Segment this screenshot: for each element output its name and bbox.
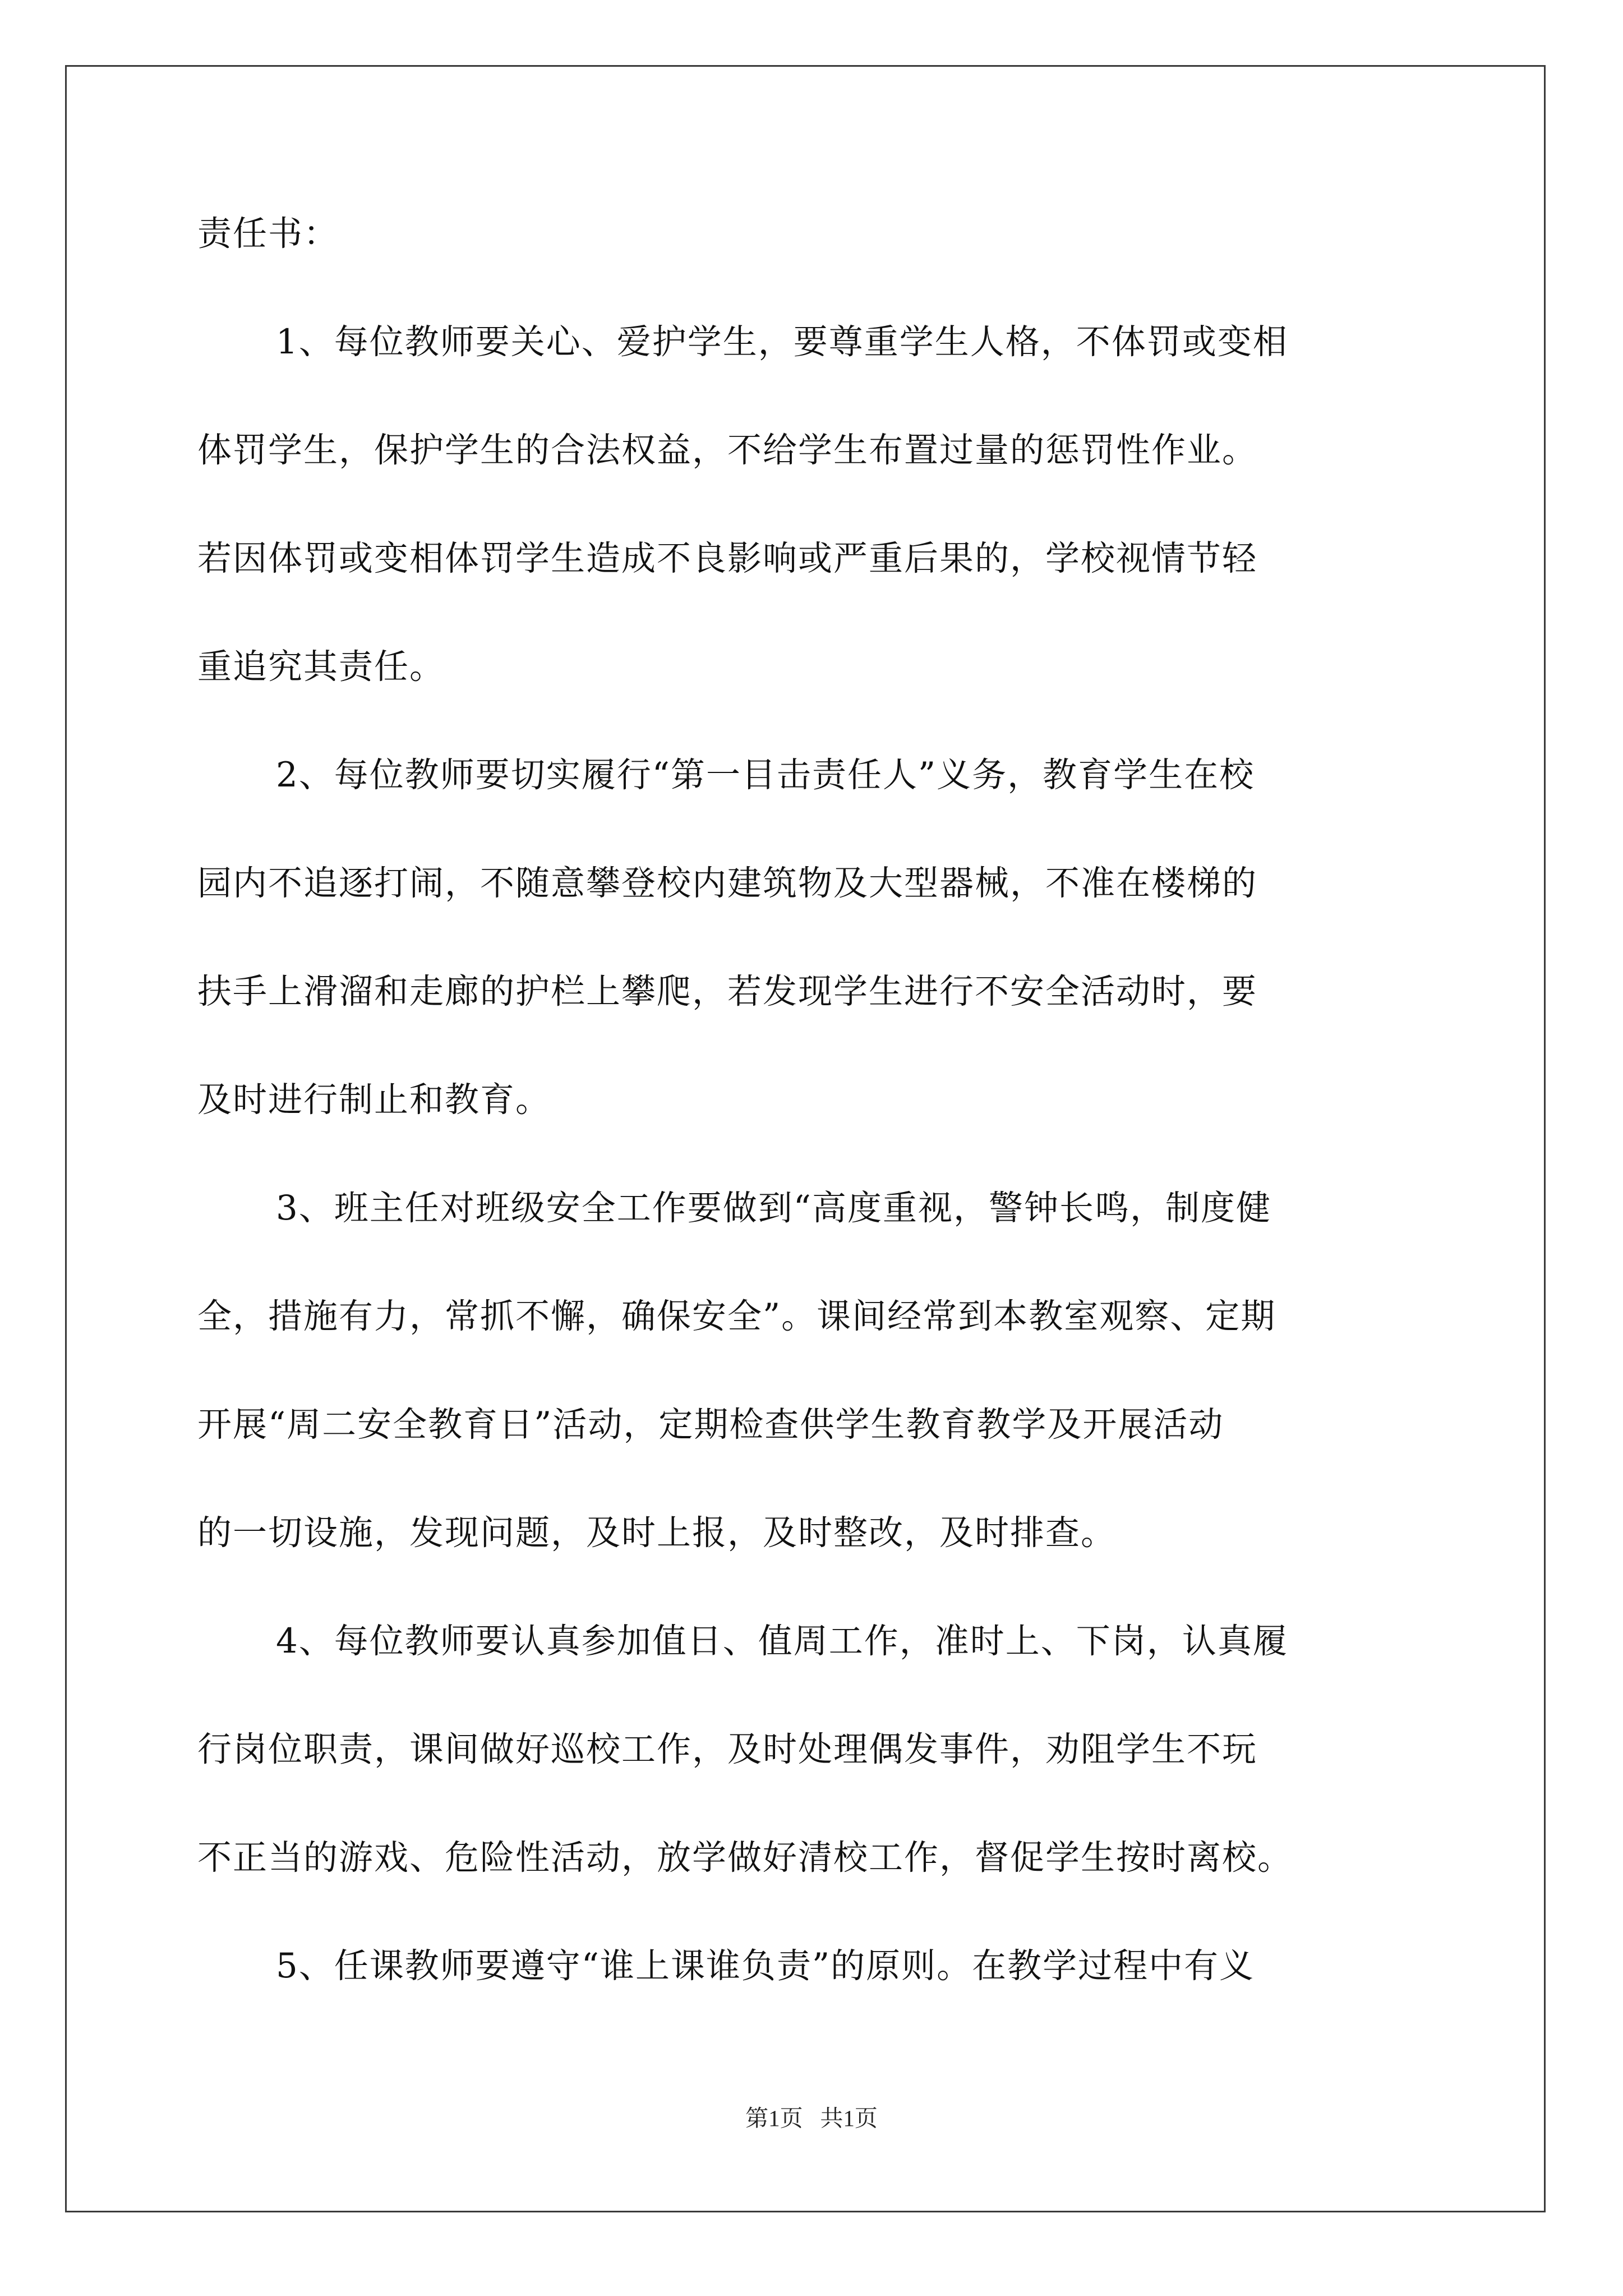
document-body xyxy=(197,216,1431,2056)
page-footer: 第1页 共1页 xyxy=(745,2105,878,2131)
text-line: 全，措施有力，常抓不懈，确保安全”。课间经常到本教室观察、定期 xyxy=(197,1296,1276,1336)
text-line: 的一切设施，发现问题，及时上报，及时整改，及时排查。 xyxy=(197,1513,1117,1553)
text-line: 2、每位教师要切实履行“第一目击责任人”义务，教育学生在校 xyxy=(276,755,1255,795)
text-line: 重追究其责任。 xyxy=(197,647,445,687)
text-line: 5、任课教师要遵守“谁上课谁负责”的原则。在教学过程中有义 xyxy=(276,1946,1255,1986)
text-line: 开展“周二安全教育日”活动，定期检查供学生教育教学及开展活动 xyxy=(197,1405,1224,1444)
text-line: 园内不追逐打闹，不随意攀登校内建筑物及大型器械，不准在楼梯的 xyxy=(197,863,1258,903)
text-line: 1、每位教师要关心、爱护学生，要尊重学生人格，不体罚或变相 xyxy=(276,322,1288,362)
text-line: 及时进行制止和教育。 xyxy=(197,1080,551,1120)
text-line: 扶手上滑溜和走廊的护栏上攀爬，若发现学生进行不安全活动时，要 xyxy=(197,972,1258,1011)
heading-line: 责任书： xyxy=(197,214,339,254)
text-line: 行岗位职责，课间做好巡校工作，及时处理偶发事件，劝阻学生不玩 xyxy=(197,1729,1258,1769)
text-line: 3、班主任对班级安全工作要做到“高度重视，警钟长鸣，制度健 xyxy=(276,1188,1271,1228)
text-line: 4、每位教师要认真参加值日、值周工作，准时上、下岗，认真履 xyxy=(276,1621,1288,1661)
text-line: 若因体罚或变相体罚学生造成不良影响或严重后果的，学校视情节轻 xyxy=(197,539,1258,578)
text-line: 体罚学生，保护学生的合法权益，不给学生布置过量的惩罚性作业。 xyxy=(197,430,1258,470)
text-line: 不正当的游戏、危险性活动，放学做好清校工作，督促学生按时离校。 xyxy=(197,1838,1293,1878)
